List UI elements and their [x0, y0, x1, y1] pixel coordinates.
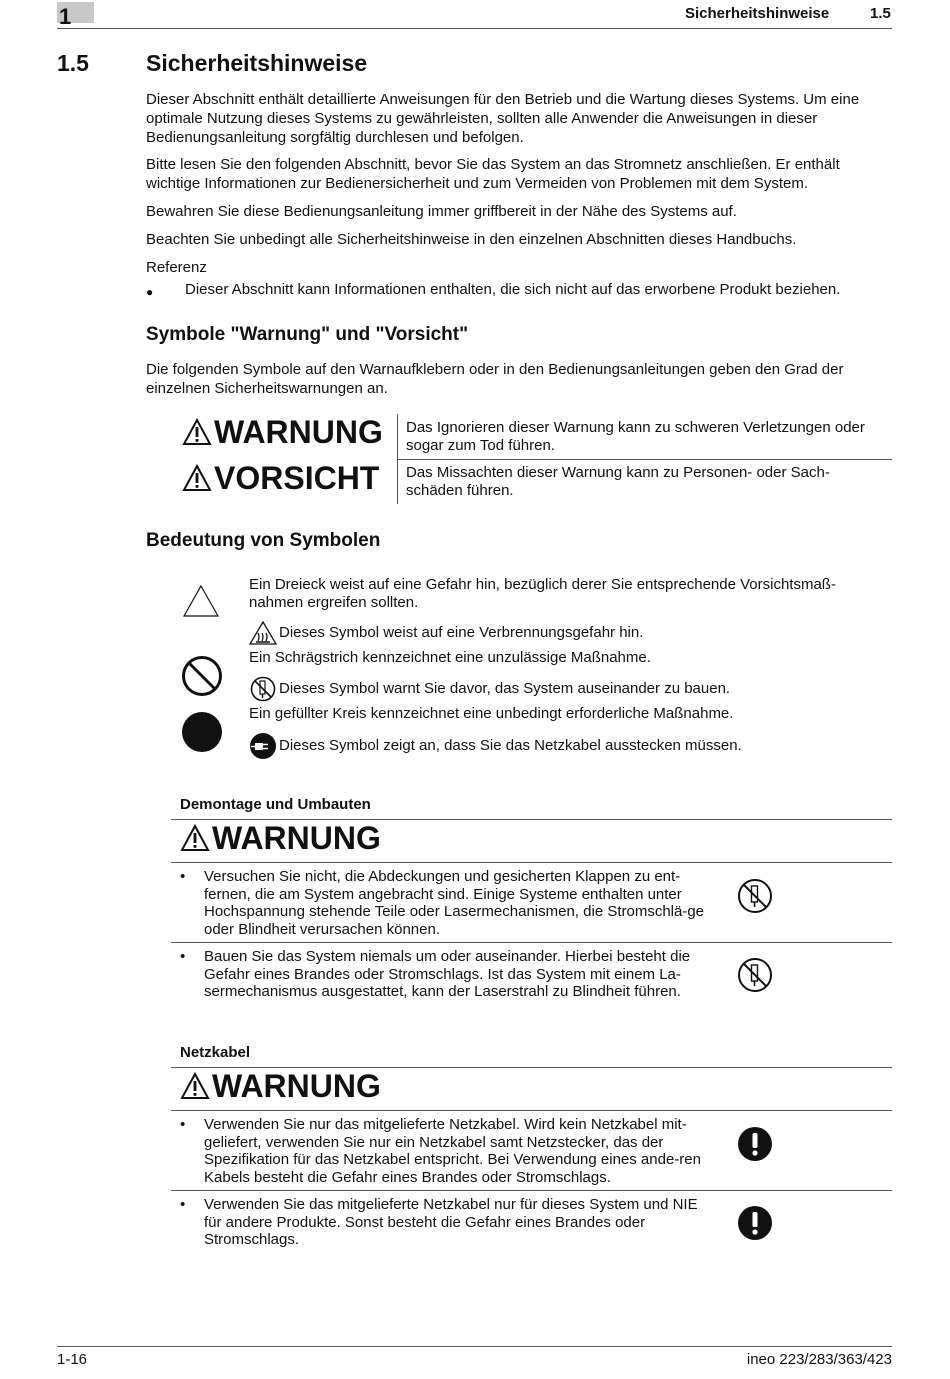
netzkabel-header-rule — [171, 1110, 892, 1111]
circle-text: Ein gefüllter Kreis kennzeichnet eine unbedingt erforderliche Maßnahme. — [249, 705, 734, 722]
filled-circle-icon — [181, 711, 223, 753]
demontage-item-2-bullet: • — [180, 948, 186, 965]
burn-hazard-icon — [249, 621, 277, 645]
burn-row — [249, 621, 643, 645]
intro-paragraph-2: Bitte lesen Sie den folgenden Abschnitt, bevor Sie das System an das Stromnetz anschließen. Er enthält wichtige Informationen zur Bedienersicherheit und zum Vermeiden von Problemen mit dem System. — [146, 156, 840, 192]
warning-triangle-icon — [182, 464, 212, 492]
section-number: 1.5 — [57, 50, 89, 76]
demontage-warning — [180, 820, 381, 856]
netzkabel-row-divider — [171, 1190, 892, 1191]
triangle-text: Ein Dreieck weist auf eine Gefahr hin, bezüglich derer Sie entsprechende Vorsichtsmaß-nahmen ergreifen sollten. — [249, 576, 836, 611]
vorsicht-signal — [182, 460, 379, 496]
demontage-heading: Demontage und Umbauten — [180, 796, 371, 813]
reference-bullet: ● — [146, 285, 154, 299]
netzkabel-item-2: Verwenden Sie das mitgelieferte Netzkabel nur für dieses System und NIE für andere Produkte. Sonst besteht die Gefahr eines Brandes oder Stromschlags. — [204, 1196, 698, 1248]
footer-rule — [57, 1346, 892, 1347]
unplug-row — [249, 732, 742, 760]
header-section: 1.5 — [870, 5, 891, 22]
signal-table-divider — [397, 459, 892, 460]
demontage-item-1: Versuchen Sie nicht, die Abdeckungen und gesicherten Klappen zu ent-fernen, die am System angebracht sind. Einige Systeme enthalten unter Hochspannung stehende Teile oder Lasermechanismen, die Stromschlä-ge oder Blindheit verursachen können. — [204, 868, 705, 938]
intro-paragraph-4: Beachten Sie unbedingt alle Sicherheitshinweise in den einzelnen Abschnitten dieses Handbuchs. — [146, 231, 797, 248]
disassemble-row — [249, 676, 730, 702]
chapter-number: 1 — [57, 2, 94, 23]
unplug-icon — [249, 732, 277, 760]
warnung-word: WARNUNG — [214, 414, 383, 450]
warnung-description: Das Ignorieren dieser Warnung kann zu schweren Verletzungen oder sogar zum Tod führen. — [406, 419, 865, 454]
warning-triangle-icon — [182, 418, 212, 446]
demontage-row-divider — [171, 942, 892, 943]
netzkabel-warning-word: WARNUNG — [212, 1068, 381, 1104]
triangle-icon — [182, 584, 220, 618]
no-disassembly-icon — [737, 957, 773, 993]
unplug-text: Dieses Symbol zeigt an, dass Sie das Netzkabel ausstecken müssen. — [279, 737, 742, 754]
page-number: 1-16 — [57, 1351, 88, 1368]
intro-paragraph-1: Dieser Abschnitt enthält detaillierte Anweisungen für den Betrieb und die Wartung dieses Systems. Um eine optimale Nutzung dieses Systems zu gewährleisten, sollten alle Anwender die Anweisungen in dieser Bedienungsanleitung sorgfältig durchlesen und befolgen. — [146, 91, 860, 146]
demontage-header-rule — [171, 862, 892, 863]
netzkabel-item-2-bullet: • — [180, 1196, 186, 1213]
netzkabel-item-1: Verwenden Sie nur das mitgelieferte Netzkabel. Wird kein Netzkabel mit-geliefert, verwenden Sie nur ein Netzkabel samt Netzstecker, das der Spezifikation für das Netzkabel entspricht. Bei Verwendung eines ande-ren Kabels besteht die Gefahr eines Brandes oder Stromschlags. — [204, 1116, 701, 1186]
intro-paragraph-3: Bewahren Sie diese Bedienungsanleitung immer griffbereit in der Nähe des Systems auf. — [146, 203, 737, 220]
section-title: Sicherheitshinweise — [146, 50, 368, 76]
warning-triangle-icon — [180, 1072, 210, 1100]
slash-text: Ein Schrägstrich kennzeichnet eine unzulässige Maßnahme. — [249, 649, 651, 666]
disassemble-text: Dieses Symbol warnt Sie davor, das System auseinander zu bauen. — [279, 680, 731, 697]
netzkabel-warning — [180, 1068, 381, 1104]
reference-label: Referenz — [146, 259, 207, 276]
symbols-intro: Die folgenden Symbole auf den Warnaufklebern oder in den Bedienungsanleitungen geben den Grad der einzelnen Sicherheitswarnungen an. — [146, 361, 844, 397]
demontage-item-2: Bauen Sie das System niemals um oder auseinander. Hierbei besteht die Gefahr eines Brandes oder Stromschlags. Ist das System mit einem La-sermechanismus ausgestattet, kann der Laserstrahl zu Blindheit führen. — [204, 948, 691, 1000]
mandatory-action-icon — [737, 1205, 773, 1241]
symbols-heading: Symbole "Warnung" und "Vorsicht" — [146, 324, 469, 345]
no-disassembly-icon — [249, 676, 277, 702]
netzkabel-heading: Netzkabel — [180, 1044, 251, 1061]
no-disassembly-icon — [737, 878, 773, 914]
vorsicht-description: Das Missachten dieser Warnung kann zu Personen- oder Sach-schäden führen. — [406, 464, 830, 499]
signal-table-vertical-rule — [397, 414, 398, 504]
header-rule — [57, 28, 892, 29]
header-title: Sicherheitshinweise — [685, 5, 830, 22]
warnung-signal — [182, 414, 383, 450]
netzkabel-item-1-bullet: • — [180, 1116, 186, 1133]
demontage-item-1-bullet: • — [180, 868, 186, 885]
model-name: ineo 223/283/363/423 — [746, 1351, 892, 1368]
prohibited-icon — [181, 655, 223, 697]
demontage-warning-word: WARNUNG — [212, 820, 381, 856]
burn-text: Dieses Symbol weist auf eine Verbrennungsgefahr hin. — [279, 624, 644, 641]
warning-triangle-icon — [180, 824, 210, 852]
reference-item: Dieser Abschnitt kann Informationen enthalten, die sich nicht auf das erworbene Produkt beziehen. — [185, 281, 841, 298]
meaning-heading: Bedeutung von Symbolen — [146, 530, 381, 551]
vorsicht-word: VORSICHT — [214, 460, 380, 496]
mandatory-action-icon — [737, 1126, 773, 1162]
